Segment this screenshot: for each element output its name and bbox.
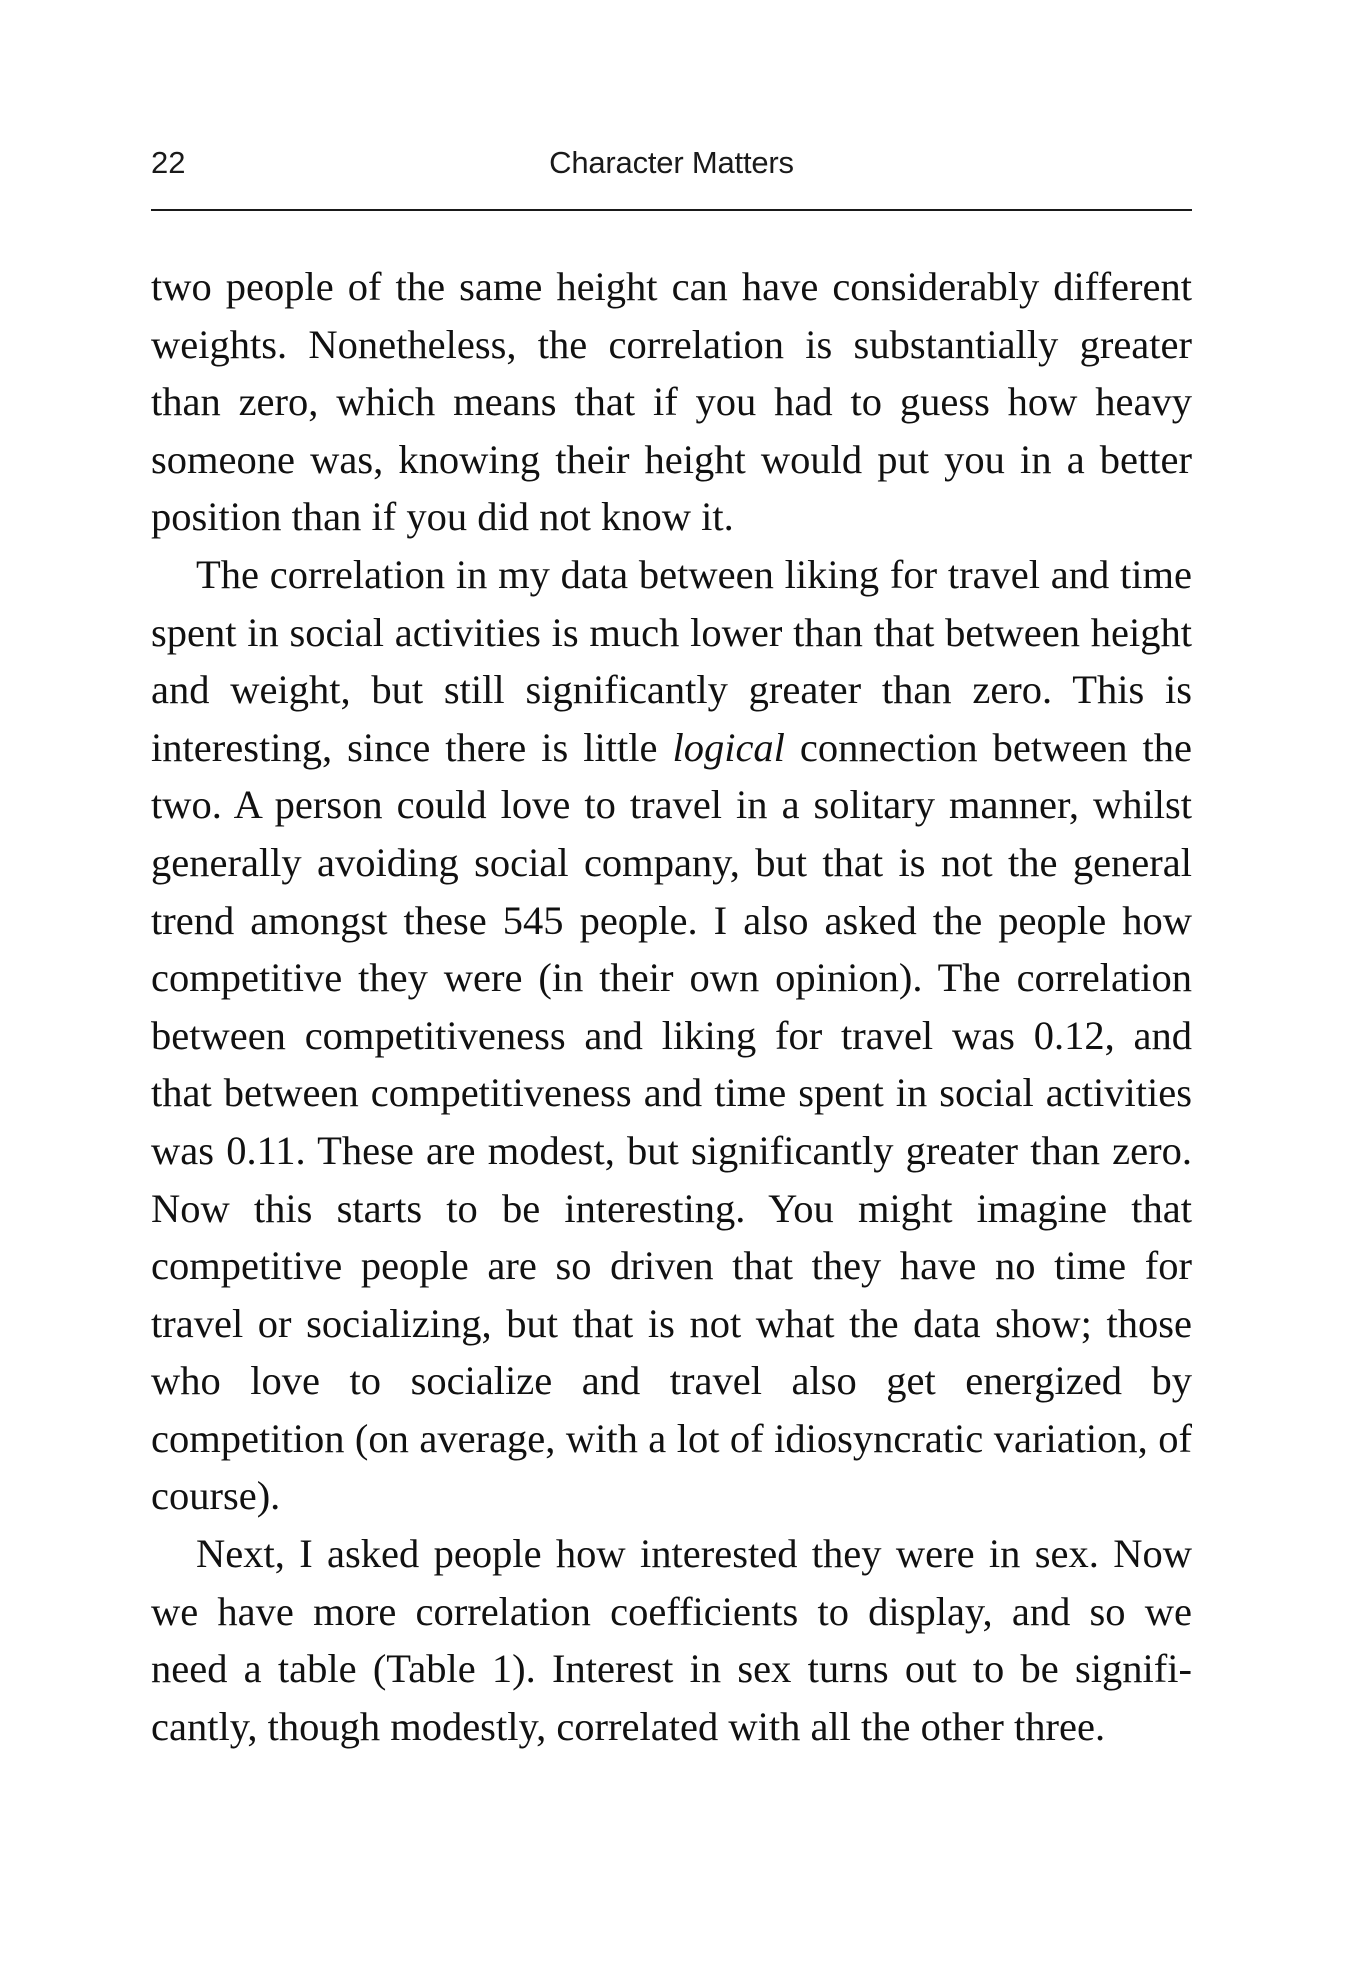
paragraph-text: connection between the two. A person could love to travel in a solitary manner, whilst generally avoiding social company, but that is not the general trend amongst these 545 people. I also asked the people how competitive they were (in their own opinion). The correlation between competitiveness and liking for travel was 0.12, and that between competitiveness and time spent in social activities was 0.11. These are modest, but significantly greater than zero. Now this starts to be interesting. You might imagine that competitive people are so driven that they have no time for travel or socializing, but that is not what the data show; those who love to socialize and travel also get energized by competition (on average, with a lot of idiosyncratic variation, of course). xyxy=(151,724,1192,1519)
running-title: Character Matters xyxy=(549,145,794,180)
running-head xyxy=(151,140,1192,186)
emphasized-word: logical xyxy=(672,724,785,770)
paragraph: two people of the same height can have considerably different weights. Nonetheless, the correlation is substantially greater than zero, which means that if you had to guess how heavy someone was, knowing their height would put you in a better position than if you did not know it. xyxy=(151,264,1192,540)
header-rule xyxy=(151,209,1192,211)
book-page xyxy=(151,140,1192,1755)
paragraph xyxy=(151,546,1192,1525)
paragraph-text: The correlation in my data between liking for travel and time spent in social activities is much lower than that between height and weight, but still significantly greater than zero. This is interesting, since there is little xyxy=(151,551,1192,770)
body-text xyxy=(151,258,1192,1755)
paragraph: Next, I asked people how interested they were in sex. Now we have more correlation coefficients to display, and so we need a table (Table 1). Interest in sex turns out to be significantly, though modestly, correlated with all the other three. xyxy=(151,1531,1192,1749)
page-number: 22 xyxy=(151,145,186,180)
